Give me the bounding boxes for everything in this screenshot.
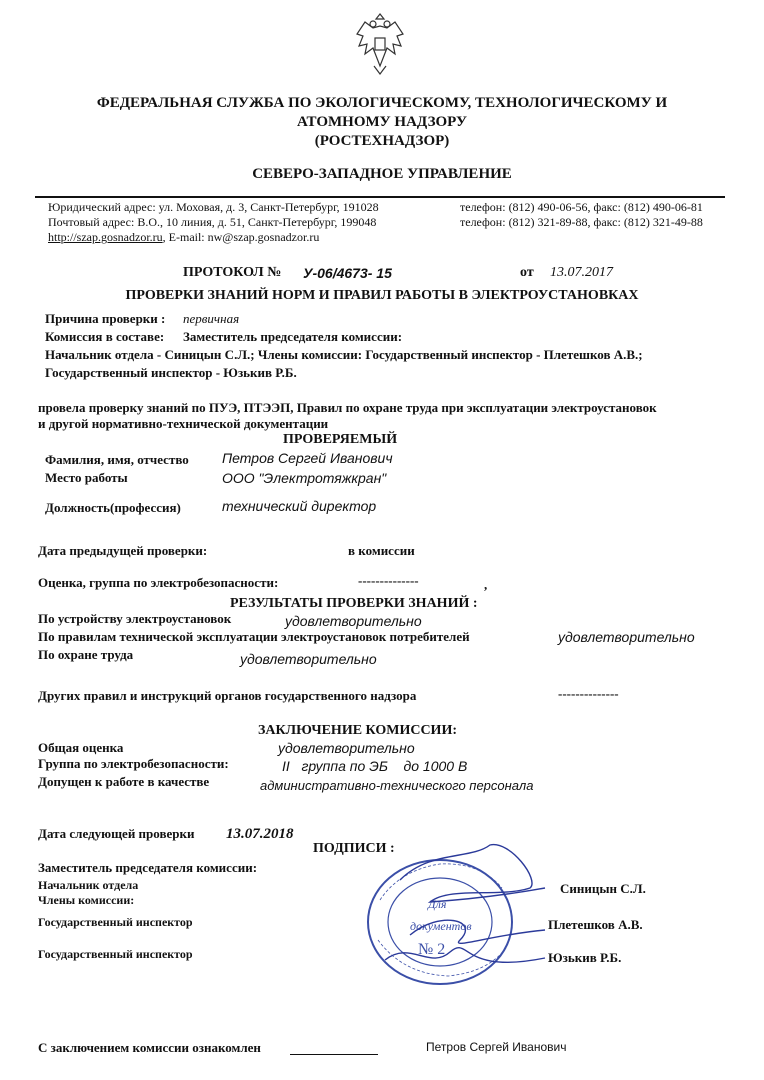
stamp-text-mid: документов (410, 919, 472, 933)
prev-date-label: Дата предыдущей проверки: (38, 543, 208, 558)
header-divider (35, 196, 725, 198)
signer-pleteshkov: Плетешков А.В. (548, 917, 643, 932)
composition-line3: Государственный инспектор - Юзькив Р.Б. (45, 365, 297, 380)
workplace-label: Место работы (45, 470, 128, 485)
position-label: Должность(профессия) (45, 500, 181, 515)
coat-of-arms-icon (355, 8, 405, 78)
composition-label: Комиссия в составе: (45, 329, 165, 344)
name-label: Фамилия, имя, отчество (45, 452, 189, 467)
familiarized-name: Петров Сергей Иванович (426, 1040, 567, 1054)
familiarized-label: С заключением комиссии ознакомлен (38, 1040, 261, 1055)
position-value: технический директор (222, 498, 377, 514)
legal-address: Юридический адрес: ул. Моховая, д. 3, Санкт-Петербург, 191028 (48, 200, 379, 214)
next-date-value: 13.07.2018 (226, 826, 294, 842)
protocol-date-label: от (520, 265, 534, 280)
familiarized-signature-line (290, 1054, 378, 1055)
contact-line (48, 230, 319, 245)
next-date-label: Дата следующей проверки (38, 826, 195, 841)
protocol-title: ПРОВЕРКИ ЗНАНИЙ НОРМ И ПРАВИЛ РАБОТЫ В ЭЛЕКТРОУСТАНОВКАХ (125, 288, 639, 303)
members-label: Члены комиссии: (38, 893, 135, 907)
stamp-icon (340, 840, 560, 990)
result-exploitation-value: удовлетворительно (558, 629, 695, 645)
signer-sinitsyn: Синицын С.Л. (560, 881, 646, 896)
website-link[interactable]: http://szap.gosnadzor.ru (48, 230, 163, 244)
results-heading: РЕЗУЛЬТАТЫ ПРОВЕРКИ ЗНАНИЙ : (230, 596, 478, 611)
check-line2: и другой нормативно-технической документации (38, 416, 329, 431)
reason-label: Причина проверки : (45, 311, 166, 326)
head-label: Начальник отдела (38, 878, 139, 892)
result-exploitation-label: По правилам технической эксплуатации электроустановок потребителей (38, 629, 470, 644)
grade-value: -------------- (358, 573, 419, 588)
stamp-text-top: Для (428, 897, 447, 911)
composition-line2: Начальник отдела - Синицын С.Л.; Члены комиссии: Государственный инспектор - Плетешков А.В.; (45, 347, 643, 362)
admitted-label: Допущен к работе в качестве (38, 774, 210, 789)
result-other-value: -------------- (558, 686, 619, 701)
result-other-label: Других правил и инструкций органов государственного надзора (38, 688, 417, 703)
stamp-text-num: № 2 (418, 941, 446, 958)
signer-yuzkiv: Юзькив Р.Б. (548, 950, 622, 965)
prev-date-value: в комиссии (348, 543, 415, 558)
workplace-value: ООО "Электротяжкран" (222, 470, 387, 486)
protocol-number: У-06/4673- 15 (303, 265, 392, 281)
deputy-label: Заместитель председателя комиссии: (38, 860, 258, 875)
agency-name-line3: (РОСТЕХНАДЗОР) (314, 133, 450, 149)
grade-label: Оценка, группа по электробезопасности: (38, 575, 279, 590)
check-line1: провела проверку знаний по ПУЭ, ПТЭЭП, Правил по охране труда при эксплуатации электроустановок (38, 400, 657, 415)
phone-2: телефон: (812) 321-89-88, факс: (812) 321-49-88 (460, 215, 703, 229)
agency-name-line2: АТОМНОМУ НАДЗОРУ (297, 114, 467, 130)
signatures-heading: ПОДПИСИ : (313, 841, 395, 856)
protocol-date: 13.07.2017 (550, 265, 613, 280)
overall-label: Общая оценка (38, 740, 124, 755)
agency-name-line1: ФЕДЕРАЛЬНАЯ СЛУЖБА ПО ЭКОЛОГИЧЕСКОМУ, ТЕХНОЛОГИЧЕСКОМУ И (96, 95, 668, 111)
inspector2-label: Государственный инспектор (38, 947, 193, 961)
department-name: СЕВЕРО-ЗАПАДНОЕ УПРАВЛЕНИЕ (252, 166, 512, 182)
result-safety-value: удовлетворительно (240, 651, 377, 667)
protocol-label: ПРОТОКОЛ № (183, 265, 282, 280)
conclusion-heading: ЗАКЛЮЧЕНИЕ КОМИССИИ: (258, 723, 458, 738)
examinee-heading: ПРОВЕРЯЕМЫЙ (283, 432, 398, 447)
grade-suffix: , (484, 577, 488, 592)
inspector1-label: Государственный инспектор (38, 915, 193, 929)
group-value: II группа по ЭБ до 1000 В (282, 758, 468, 774)
phone-1: телефон: (812) 490-06-56, факс: (812) 490-06-81 (460, 200, 703, 214)
composition-line1: Заместитель председателя комиссии: (183, 329, 403, 344)
result-safety-label: По охране труда (38, 647, 134, 662)
overall-value: удовлетворительно (278, 740, 415, 756)
email-text: , E-mail: nw@szap.gosnadzor.ru (162, 230, 320, 244)
postal-address: Почтовый адрес: В.О., 10 линия, д. 51, Санкт-Петербург, 199048 (48, 215, 377, 229)
stamp-and-signatures (340, 840, 560, 990)
result-devices-label: По устройству электроустановок (38, 611, 232, 626)
reason-value: первичная (183, 311, 240, 326)
admitted-value: административно-технического персонала (260, 778, 534, 793)
result-devices-value: удовлетворительно (285, 613, 422, 629)
name-value: Петров Сергей Иванович (222, 450, 393, 466)
group-label: Группа по электробезопасности: (38, 756, 229, 771)
